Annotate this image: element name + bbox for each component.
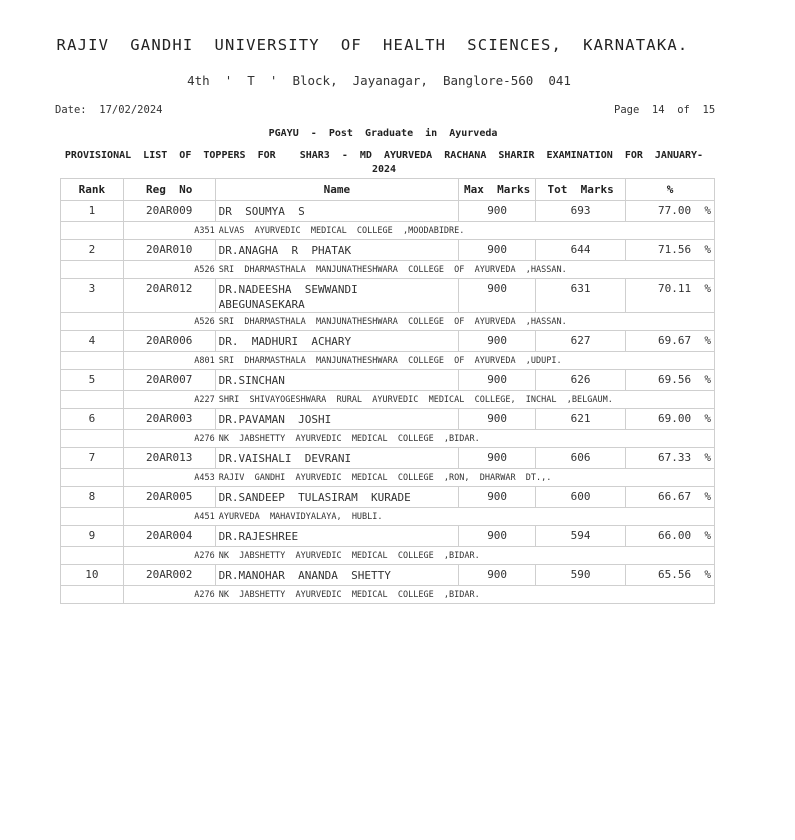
- college-row: [61, 261, 715, 279]
- table-row: [61, 487, 715, 508]
- college-row: [61, 391, 715, 409]
- max-marks-cell: 900: [459, 565, 536, 586]
- reg-no-cell: 20AR009: [123, 201, 215, 222]
- tot-marks-cell: 631: [536, 279, 626, 313]
- rank-cell: 5: [61, 370, 124, 391]
- college-cell: [123, 547, 714, 565]
- max-marks-cell: 900: [459, 331, 536, 352]
- college-name: ALVAS AYURVEDIC MEDICAL COLLEGE ,MOODABIDRE.: [218, 225, 465, 236]
- college-spacer: [61, 430, 124, 448]
- reg-no-cell: 20AR012: [123, 279, 215, 313]
- college-cell: [123, 222, 714, 240]
- page-number: Page 14 of 15: [614, 104, 716, 116]
- college-row: [61, 352, 715, 370]
- college-code: A276: [194, 433, 215, 444]
- rank-cell: 7: [61, 448, 124, 469]
- rank-cell: 4: [61, 331, 124, 352]
- college-code: A276: [194, 589, 215, 600]
- reg-no-cell: 20AR004: [123, 526, 215, 547]
- college-row: [61, 313, 715, 331]
- percent-cell: 71.56 %: [626, 240, 715, 261]
- name-cell: DR.ANAGHA R PHATAK: [215, 240, 459, 261]
- college-name: SRI DHARMASTHALA MANJUNATHESHWARA COLLEGE OF AYURVEDA ,HASSAN.: [218, 316, 567, 327]
- name-cell: DR.SANDEEP TULASIRAM KURADE: [215, 487, 459, 508]
- percent-cell: 70.11 %: [626, 279, 715, 313]
- table-row: [61, 240, 715, 261]
- tot-marks-cell: 693: [536, 201, 626, 222]
- tot-marks-cell: 626: [536, 370, 626, 391]
- college-spacer: [61, 352, 124, 370]
- college-spacer: [61, 313, 124, 331]
- name-cell: DR SOUMYA S: [215, 201, 459, 222]
- col-name: Name: [215, 179, 459, 201]
- rank-cell: 3: [61, 279, 124, 313]
- percent-cell: 69.00 %: [626, 409, 715, 430]
- rank-cell: 2: [61, 240, 124, 261]
- university-title: RAJIV GANDHI UNIVERSITY OF HEALTH SCIENCES, KARNATAKA.: [56, 36, 689, 54]
- table-row: [61, 526, 715, 547]
- name-cell: DR.VAISHALI DEVRANI: [215, 448, 459, 469]
- percent-cell: 67.33 %: [626, 448, 715, 469]
- table-row: [61, 279, 715, 313]
- college-spacer: [61, 586, 124, 604]
- tot-marks-cell: 594: [536, 526, 626, 547]
- table-row: [61, 448, 715, 469]
- reg-no-cell: 20AR002: [123, 565, 215, 586]
- college-cell: [123, 352, 714, 370]
- name-cell: DR.SINCHAN: [215, 370, 459, 391]
- max-marks-cell: 900: [459, 448, 536, 469]
- col-rank: Rank: [61, 179, 124, 201]
- col-reg-no: Reg No: [123, 179, 215, 201]
- reg-no-cell: 20AR006: [123, 331, 215, 352]
- college-row: [61, 222, 715, 240]
- college-name: NK JABSHETTY AYURVEDIC MEDICAL COLLEGE ,BIDAR.: [218, 589, 480, 600]
- college-name: SHRI SHIVAYOGESHWARA RURAL AYURVEDIC MEDICAL COLLEGE, INCHAL ,BELGAUM.: [218, 394, 613, 405]
- university-address: 4th ' T ' Block, Jayanagar, Banglore-560 041: [187, 73, 571, 88]
- reg-no-cell: 20AR007: [123, 370, 215, 391]
- table-row: [61, 370, 715, 391]
- college-row: [61, 508, 715, 526]
- percent-cell: 69.67 %: [626, 331, 715, 352]
- college-spacer: [61, 222, 124, 240]
- table-row: [61, 331, 715, 352]
- college-cell: [123, 508, 714, 526]
- college-spacer: [61, 469, 124, 487]
- max-marks-cell: 900: [459, 240, 536, 261]
- college-code: A351: [194, 225, 215, 236]
- rank-cell: 10: [61, 565, 124, 586]
- college-code: A276: [194, 550, 215, 561]
- name-cell: DR.RAJESHREE: [215, 526, 459, 547]
- percent-cell: 65.56 %: [626, 565, 715, 586]
- college-code: A526: [194, 316, 215, 327]
- max-marks-cell: 900: [459, 487, 536, 508]
- col-max-marks: Max Marks: [459, 179, 536, 201]
- percent-cell: 77.00 %: [626, 201, 715, 222]
- rank-cell: 9: [61, 526, 124, 547]
- rank-cell: 1: [61, 201, 124, 222]
- college-code: A227: [194, 394, 215, 405]
- college-cell: [123, 586, 714, 604]
- college-code: A451: [194, 511, 215, 522]
- name-cell: DR.MANOHAR ANANDA SHETTY: [215, 565, 459, 586]
- college-code: A453: [194, 472, 215, 483]
- tot-marks-cell: 606: [536, 448, 626, 469]
- max-marks-cell: 900: [459, 201, 536, 222]
- list-title: PROVISIONAL LIST OF TOPPERS FOR SHAR3 - MD AYURVEDA RACHANA SHARIR EXAMINATION FOR JANUARY-2024: [64, 150, 704, 175]
- college-spacer: [61, 547, 124, 565]
- table-header-row: [61, 179, 715, 201]
- college-spacer: [61, 261, 124, 279]
- college-cell: [123, 469, 714, 487]
- college-spacer: [61, 391, 124, 409]
- percent-cell: 69.56 %: [626, 370, 715, 391]
- max-marks-cell: 900: [459, 409, 536, 430]
- college-cell: [123, 313, 714, 331]
- tot-marks-cell: 621: [536, 409, 626, 430]
- col-percent: %: [626, 179, 715, 201]
- college-name: AYURVEDA MAHAVIDYALAYA, HUBLI.: [218, 511, 383, 522]
- college-name: NK JABSHETTY AYURVEDIC MEDICAL COLLEGE ,BIDAR.: [218, 433, 480, 444]
- college-row: [61, 586, 715, 604]
- tot-marks-cell: 644: [536, 240, 626, 261]
- reg-no-cell: 20AR010: [123, 240, 215, 261]
- college-name: RAJIV GANDHI AYURVEDIC MEDICAL COLLEGE ,RON, DHARWAR DT.,.: [218, 472, 552, 483]
- college-row: [61, 430, 715, 448]
- toppers-table: [60, 178, 715, 604]
- course-title: PGAYU - Post Graduate in Ayurveda: [268, 128, 498, 139]
- tot-marks-cell: 600: [536, 487, 626, 508]
- percent-cell: 66.67 %: [626, 487, 715, 508]
- college-name: NK JABSHETTY AYURVEDIC MEDICAL COLLEGE ,BIDAR.: [218, 550, 480, 561]
- col-tot-marks: Tot Marks: [536, 179, 626, 201]
- rank-cell: 6: [61, 409, 124, 430]
- table-row: [61, 201, 715, 222]
- college-name: SRI DHARMASTHALA MANJUNATHESHWARA COLLEGE OF AYURVEDA ,UDUPI.: [218, 355, 562, 366]
- issue-date: Date: 17/02/2024: [55, 104, 163, 116]
- max-marks-cell: 900: [459, 370, 536, 391]
- tot-marks-cell: 627: [536, 331, 626, 352]
- table-row: [61, 409, 715, 430]
- college-row: [61, 547, 715, 565]
- college-name: SRI DHARMASTHALA MANJUNATHESHWARA COLLEGE OF AYURVEDA ,HASSAN.: [218, 264, 567, 275]
- reg-no-cell: 20AR005: [123, 487, 215, 508]
- max-marks-cell: 900: [459, 279, 536, 313]
- name-cell: DR.NADEESHA SEWWANDI ABEGUNASEKARA: [215, 279, 459, 313]
- college-cell: [123, 391, 714, 409]
- college-code: A801: [194, 355, 215, 366]
- name-cell: DR.PAVAMAN JOSHI: [215, 409, 459, 430]
- college-code: A526: [194, 264, 215, 275]
- table-row: [61, 565, 715, 586]
- tot-marks-cell: 590: [536, 565, 626, 586]
- college-cell: [123, 430, 714, 448]
- name-cell: DR. MADHURI ACHARY: [215, 331, 459, 352]
- college-row: [61, 469, 715, 487]
- reg-no-cell: 20AR013: [123, 448, 215, 469]
- percent-cell: 66.00 %: [626, 526, 715, 547]
- reg-no-cell: 20AR003: [123, 409, 215, 430]
- college-spacer: [61, 508, 124, 526]
- max-marks-cell: 900: [459, 526, 536, 547]
- rank-cell: 8: [61, 487, 124, 508]
- college-cell: [123, 261, 714, 279]
